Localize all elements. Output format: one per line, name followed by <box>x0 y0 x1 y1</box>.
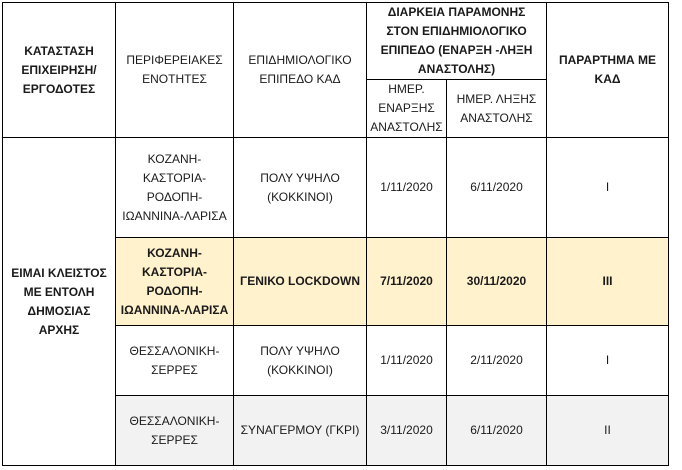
level-cell: ΓΕΝΙΚΟ LOCKDOWN <box>234 238 367 326</box>
level-cell: ΠΟΛΥ ΥΨΗΛΟ (ΚΟΚΚΙΝΟΙ) <box>234 138 367 238</box>
header-annex: ΠΑΡΑΡΤΗΜΑ ΜΕ ΚΑΔ <box>547 3 669 138</box>
start-date-cell: 1/11/2020 <box>367 138 447 238</box>
annex-cell: I <box>547 326 669 396</box>
header-duration: ΔΙΑΡΚΕΙΑ ΠΑΡΑΜΟΝΗΣ ΣΤΟΝ ΕΠΙΔΗΜΙΟΛΟΓΙΚΟ ΕΠΙΠΕΔΟ (ΕΝΑΡΞΗ -ΛΗΞΗ ΑΝΑΣΤΟΛΗΣ) <box>367 3 547 80</box>
header-status: ΚΑΤΑΣΤΑΣΗ ΕΠΙΧΕΙΡΗΣΗ/ ΕΡΓΟΔΟΤΕΣ <box>3 3 116 138</box>
annex-cell: II <box>547 396 669 466</box>
header-level: ΕΠΙΔΗΜΙΟΛΟΓΙΚΟ ΕΠΙΠΕΔΟ ΚΑΔ <box>234 3 367 138</box>
end-date-cell: 6/11/2020 <box>447 138 547 238</box>
start-date-cell: 7/11/2020 <box>367 238 447 326</box>
header-end-date: ΗΜΕΡ. ΛΗΞΗΣ ΑΝΑΣΤΟΛΗΣ <box>447 80 547 138</box>
annex-cell: III <box>547 238 669 326</box>
header-start-date: ΗΜΕΡ. ΕΝΑΡΞΗΣ ΑΝΑΣΤΟΛΗΣ <box>367 80 447 138</box>
end-date-cell: 6/11/2020 <box>447 396 547 466</box>
start-date-cell: 1/11/2020 <box>367 326 447 396</box>
level-cell: ΠΟΛΥ ΥΨΗΛΟ (ΚΟΚΚΙΝΟΙ) <box>234 326 367 396</box>
status-cell: ΕΙΜΑΙ ΚΛΕΙΣΤΟΣ ΜΕ ΕΝΤΟΛΗ ΔΗΜΟΣΙΑΣ ΑΡΧΗΣ <box>3 138 116 466</box>
end-date-cell: 30/11/2020 <box>447 238 547 326</box>
header-regions: ΠΕΡΙΦΕΡΕΙΑΚΕΣ ΕΝΟΤΗΤΕΣ <box>116 3 234 138</box>
regions-cell: ΘΕΣΣΑΛΟΝΙΚΗ-ΣΕΡΡΕΣ <box>116 396 234 466</box>
lockdown-table <box>2 2 669 466</box>
table-row <box>3 138 669 238</box>
regions-cell: ΚΟΖΑΝΗ-ΚΑΣΤΟΡΙΑ-ΡΟΔΟΠΗ-ΙΩΑΝΝΙΝΑ-ΛΑΡΙΣΑ <box>116 138 234 238</box>
level-cell: ΣΥΝΑΓΕΡΜΟΥ (ΓΚΡΙ) <box>234 396 367 466</box>
annex-cell: I <box>547 138 669 238</box>
header-row <box>3 3 669 80</box>
regions-cell: ΘΕΣΣΑΛΟΝΙΚΗ-ΣΕΡΡΕΣ <box>116 326 234 396</box>
end-date-cell: 2/11/2020 <box>447 326 547 396</box>
regions-cell: ΚΟΖΑΝΗ-ΚΑΣΤΟΡΙΑ-ΡΟΔΟΠΗ-ΙΩΑΝΝΙΝΑ-ΛΑΡΙΣΑ <box>116 238 234 326</box>
start-date-cell: 3/11/2020 <box>367 396 447 466</box>
